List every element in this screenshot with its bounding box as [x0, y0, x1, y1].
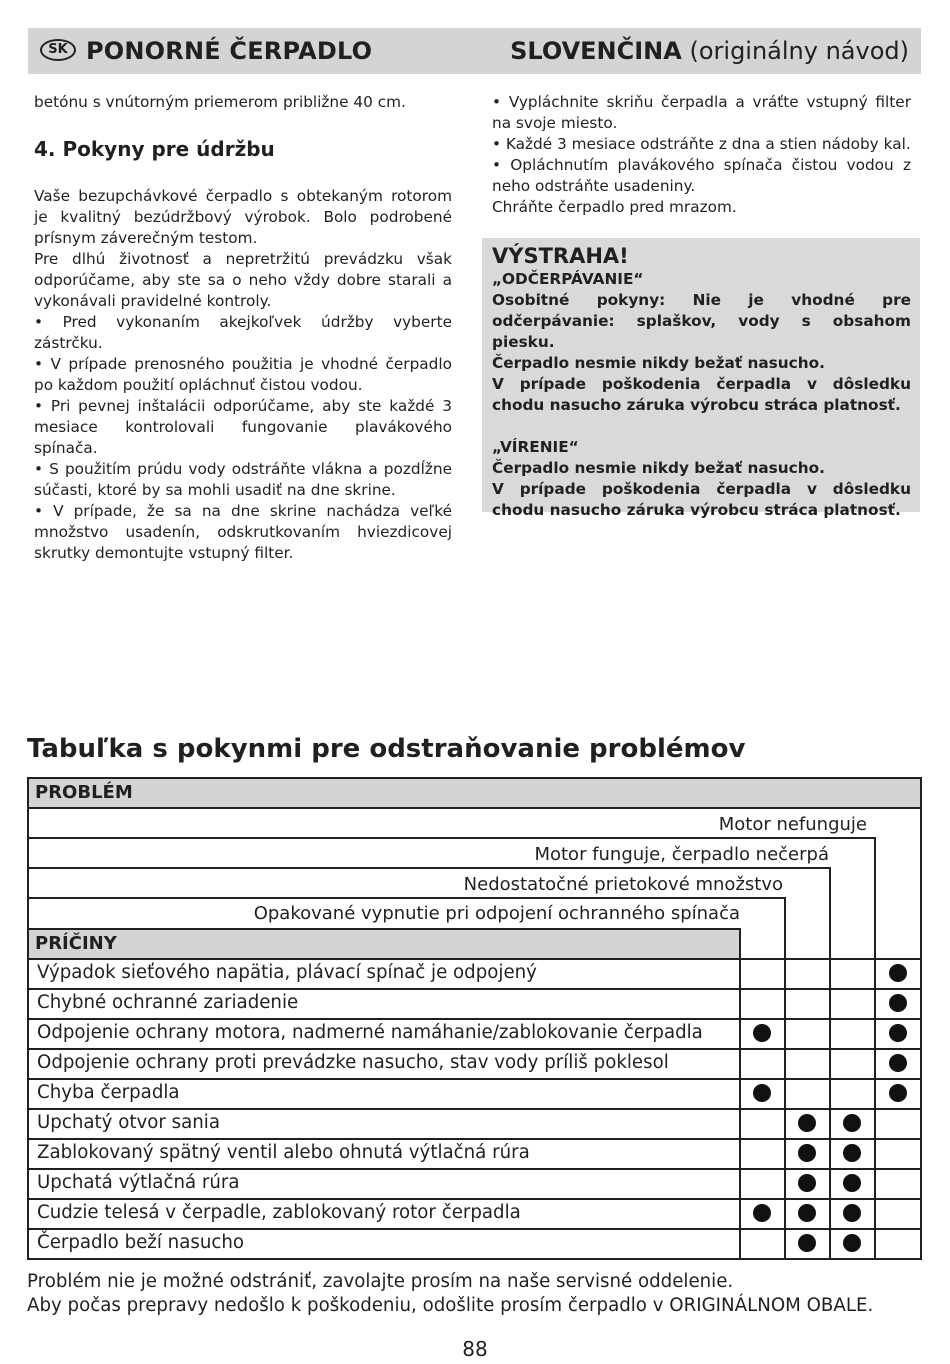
page-number: 88 [462, 1337, 488, 1361]
warning-text-2: Čerpadlo nesmie nikdy bežať nasucho. [492, 354, 825, 372]
maintenance-bullet-1: • Pred vykonaním akejkoľvek údržby vyberte zástrčku. [34, 313, 452, 352]
problem-label-4: Opakované vypnutie pri odpojení ochranného spínača [253, 903, 740, 924]
language-name: SLOVENČINA [510, 37, 682, 65]
table-row [27, 1168, 922, 1198]
cause-label: Čerpadlo beží nasucho [37, 1232, 245, 1253]
cause-label: Zablokovaný spätný ventil alebo ohnutá výtlačná rúra [37, 1142, 530, 1163]
table-row [27, 988, 922, 1018]
right-bullet-2: • Každé 3 mesiace odstráňte z dna a stien nádoby kal. [492, 135, 911, 153]
language-badge: SK [40, 39, 76, 61]
mark-dot [753, 1204, 771, 1222]
maintenance-bullet-4: • S použitím prúdu vody odstráňte vlákna a pozdĺžne súčasti, ktoré by sa mohli usadiť na dne skrine. [34, 460, 452, 499]
mark-dot [843, 1144, 861, 1162]
causes-header: PRÍČINY [35, 933, 117, 954]
language-label [510, 37, 909, 65]
maintenance-paragraph-1: Vaše bezupchávkové čerpadlo s obtekaným rotorom je kvalitný bezúdržbový výrobok. Bolo podrobené prísnym záverečným testom. [34, 187, 452, 247]
mark-dot [889, 1084, 907, 1102]
page-header [28, 28, 921, 74]
warning-subtitle-2: „VÍRENIE“ [492, 438, 579, 456]
right-column [492, 92, 911, 218]
mark-dot [889, 1054, 907, 1072]
cause-label: Cudzie telesá v čerpadle, zablokovaný rotor čerpadla [37, 1202, 521, 1223]
warning-subtitle-1: „ODČERPÁVANIE“ [492, 270, 644, 288]
footer-line-2: Aby počas prepravy nedošlo k poškodeniu, odošlite prosím čerpadlo v ORIGINÁLNOM OBALE. [27, 1295, 874, 1316]
problem-header-bg [28, 778, 921, 808]
maintenance-heading: 4. Pokyny pre údržbu [34, 137, 275, 161]
cause-label: Odpojenie ochrany motora, nadmerné namáhanie/zablokovanie čerpadla [37, 1022, 703, 1043]
warning-box [482, 238, 920, 519]
mark-dot [843, 1114, 861, 1132]
mark-dot [843, 1234, 861, 1252]
document-title: PONORNÉ ČERPADLO [86, 37, 373, 65]
frost-note: Chráňte čerpadlo pred mrazom. [492, 198, 737, 216]
maintenance-bullet-2: • V prípade prenosného použitia je vhodné čerpadlo po každom použití opláchnuť čistou vodou. [34, 355, 452, 394]
table-row [27, 1018, 922, 1048]
table-row [27, 1198, 922, 1228]
cause-label: Upchatá výtlačná rúra [37, 1172, 240, 1193]
problem-label-2: Motor funguje, čerpadlo nečerpá [534, 844, 829, 865]
footer-line-1: Problém nie je možné odstrániť, zavolajte prosím na naše servisné oddelenie. [27, 1271, 734, 1292]
problem-label-3: Nedostatočné prietokové množstvo [463, 874, 783, 895]
maintenance-paragraph-2: Pre dlhú životnosť a nepretržitú prevádzku však odporúčame, aby ste sa o neho vždy dobre starali a vykonávali pravidelné kontroly. [34, 250, 452, 310]
cause-label: Výpadok sieťového napätia, plávací spínač je odpojený [37, 962, 537, 983]
mark-dot [798, 1234, 816, 1252]
table-row [27, 1048, 922, 1078]
warning-text-5: V prípade poškodenia čerpadla v dôsledku chodu nasucho záruka výrobcu stráca platnosť. [492, 480, 911, 519]
table-row [27, 1078, 922, 1108]
cause-label: Chyba čerpadla [37, 1082, 180, 1103]
mark-dot [889, 1024, 907, 1042]
mark-dot [889, 964, 907, 982]
mark-dot [843, 1204, 861, 1222]
warning-text-4: Čerpadlo nesmie nikdy bežať nasucho. [492, 459, 825, 477]
table-row [27, 1138, 922, 1168]
maintenance-bullet-5: • V prípade, že sa na dne skrine nachádza veľké množstvo usadenín, odskrutkovaním hviezdicovej skrutky demontujte vstupný filter. [34, 502, 452, 562]
mark-dot [798, 1174, 816, 1192]
problem-header: PROBLÉM [35, 782, 133, 803]
mark-dot [753, 1024, 771, 1042]
intro-text: betónu s vnútorným priemerom približne 40 cm. [34, 93, 406, 111]
mark-dot [889, 994, 907, 1012]
language-note: (originálny návod) [689, 37, 909, 65]
warning-text-3: V prípade poškodenia čerpadla v dôsledku chodu nasucho záruka výrobcu stráca platnosť. [492, 375, 911, 414]
mark-dot [798, 1204, 816, 1222]
warning-text-1: Osobitné pokyny: Nie je vhodné pre odčerpávanie: splaškov, vody s obsahom piesku. [492, 291, 911, 351]
cause-label: Odpojenie ochrany proti prevádzke nasucho, stav vody príliš poklesol [37, 1052, 669, 1073]
table-row [27, 1228, 922, 1258]
table-row [27, 958, 922, 988]
right-bullet-1: • Vypláchnite skriňu čerpadla a vráťte vstupný filter na svoje miesto. [492, 93, 911, 132]
cause-label: Upchatý otvor sania [37, 1112, 220, 1133]
maintenance-bullet-3: • Pri pevnej inštalácii odporúčame, aby ste každé 3 mesiace kontrolovali fungovanie plavákového spínača. [34, 397, 452, 457]
table-footer [27, 1270, 873, 1318]
mark-dot [798, 1114, 816, 1132]
mark-dot [843, 1174, 861, 1192]
cause-label: Chybné ochranné zariadenie [37, 992, 299, 1013]
problem-label-1: Motor nefunguje [718, 814, 867, 835]
left-column [34, 92, 452, 564]
table-row [27, 1108, 922, 1138]
mark-dot [753, 1084, 771, 1102]
troubleshooting-title: Tabuľka s pokynmi pre odstraňovanie problémov [27, 734, 746, 764]
warning-title: VÝSTRAHA! [492, 244, 629, 268]
troubleshooting-table [27, 777, 922, 1260]
right-bullet-3: • Opláchnutím plavákového spínača čistou vodou z neho odstráňte usadeniny. [492, 156, 911, 195]
causes-header-bg [28, 930, 739, 959]
mark-dot [798, 1144, 816, 1162]
